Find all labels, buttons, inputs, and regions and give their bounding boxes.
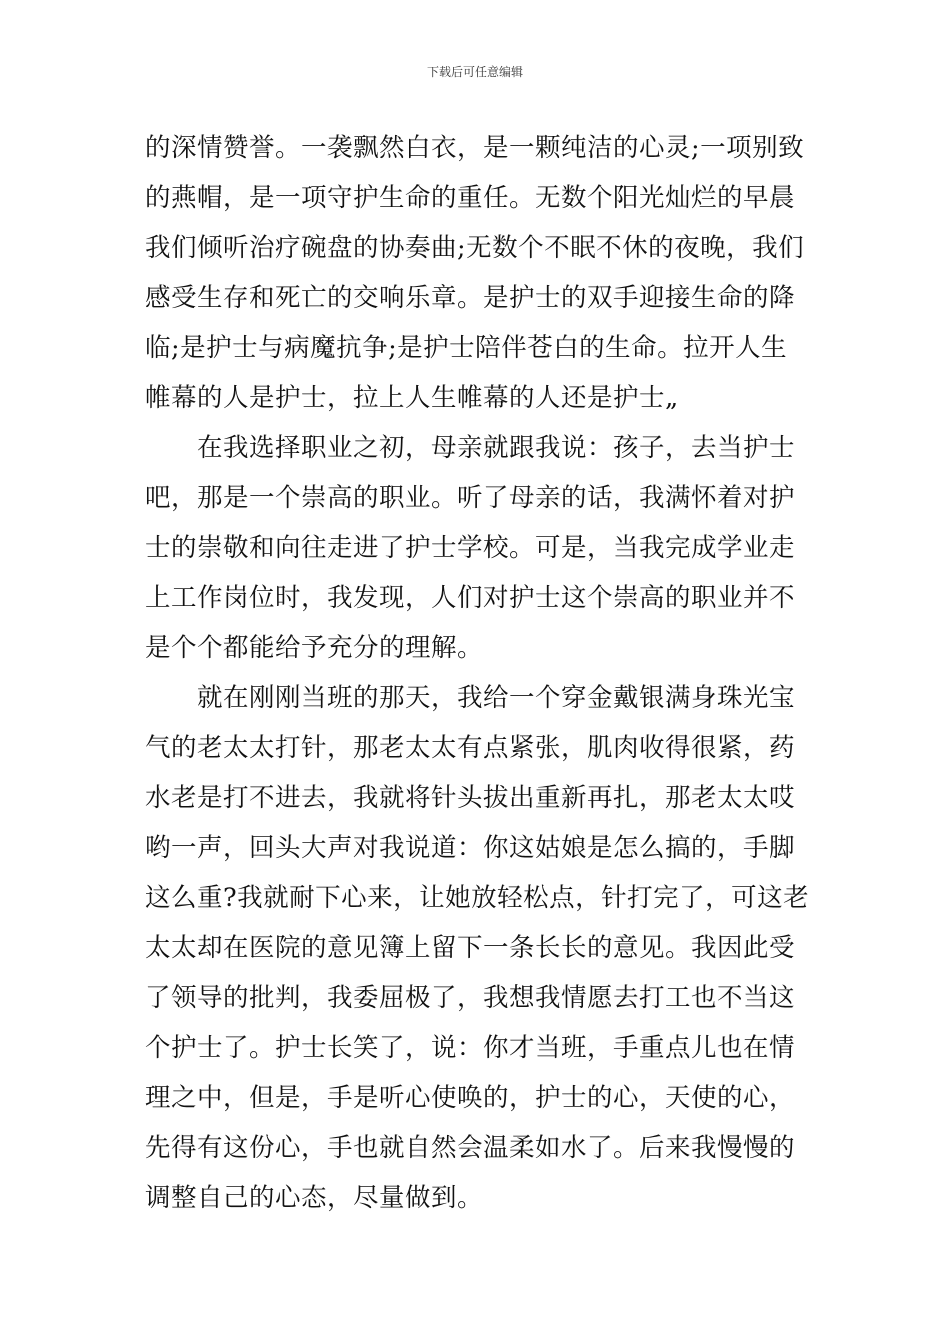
text-line: 在我选择职业之初，母亲就跟我说：孩子，去当护士 [197,433,796,463]
text-line: 临;是护士与病魔抗争;是护士陪伴苍白的生命。拉开人生 [145,333,788,363]
text-line: 我们倾听治疗碗盘的协奏曲;无数个不眠不休的夜晚，我们 [145,233,805,263]
text-line: 的燕帽，是一项守护生命的重任。无数个阳光灿烂的早晨 [145,183,796,213]
text-line: 上工作岗位时，我发现，人们对护士这个崇高的职业并不 [145,583,796,613]
text-line: 的深情赞誉。一袭飘然白衣，是一颗纯洁的心灵;一项别致 [145,133,805,163]
paragraph-3 [145,673,810,1223]
text-line: 就在刚刚当班的那天，我给一个穿金戴银满身珠光宝 [197,683,796,713]
document-body [145,123,810,1223]
text-line: 先得有这份心，手也就自然会温柔如水了。后来我慢慢的 [145,1133,796,1163]
text-line: 这么重?我就耐下心来，让她放轻松点，针打完了，可这老 [145,883,810,913]
text-line: 吧，那是一个崇高的职业。听了母亲的话，我满怀着对护 [145,483,796,513]
text-line: 调整自己的心态，尽量做到。 [145,1183,484,1213]
text-line: 水老是打不进去，我就将针头拔出重新再扎，那老太太哎 [145,783,796,813]
text-line: 感受生存和死亡的交响乐章。是护士的双手迎接生命的降 [145,283,796,313]
text-line: 气的老太太打针，那老太太有点紧张，肌肉收得很紧，药 [145,733,796,763]
text-line: 哟一声，回头大声对我说道：你这姑娘是怎么搞的，手脚 [145,833,796,863]
paragraph-2 [145,423,810,673]
text-line: 太太却在医院的意见簿上留下一条长长的意见。我因此受 [145,933,796,963]
text-line: 个护士了。护士长笑了，说：你才当班，手重点儿也在情 [145,1033,796,1063]
text-line: 理之中，但是，手是听心使唤的，护士的心，天使的心， [145,1083,796,1113]
text-line: 帷幕的人是护士，拉上人生帷幕的人还是护士„ [145,383,679,413]
text-line: 是个个都能给予充分的理解。 [145,633,484,663]
text-line: 士的崇敬和向往走进了护士学校。可是，当我完成学业走 [145,533,796,563]
page-header: 下载后可任意编辑 [426,65,523,79]
paragraph-1 [145,123,810,423]
text-line: 了领导的批判，我委屈极了，我想我情愿去打工也不当这 [145,983,796,1013]
